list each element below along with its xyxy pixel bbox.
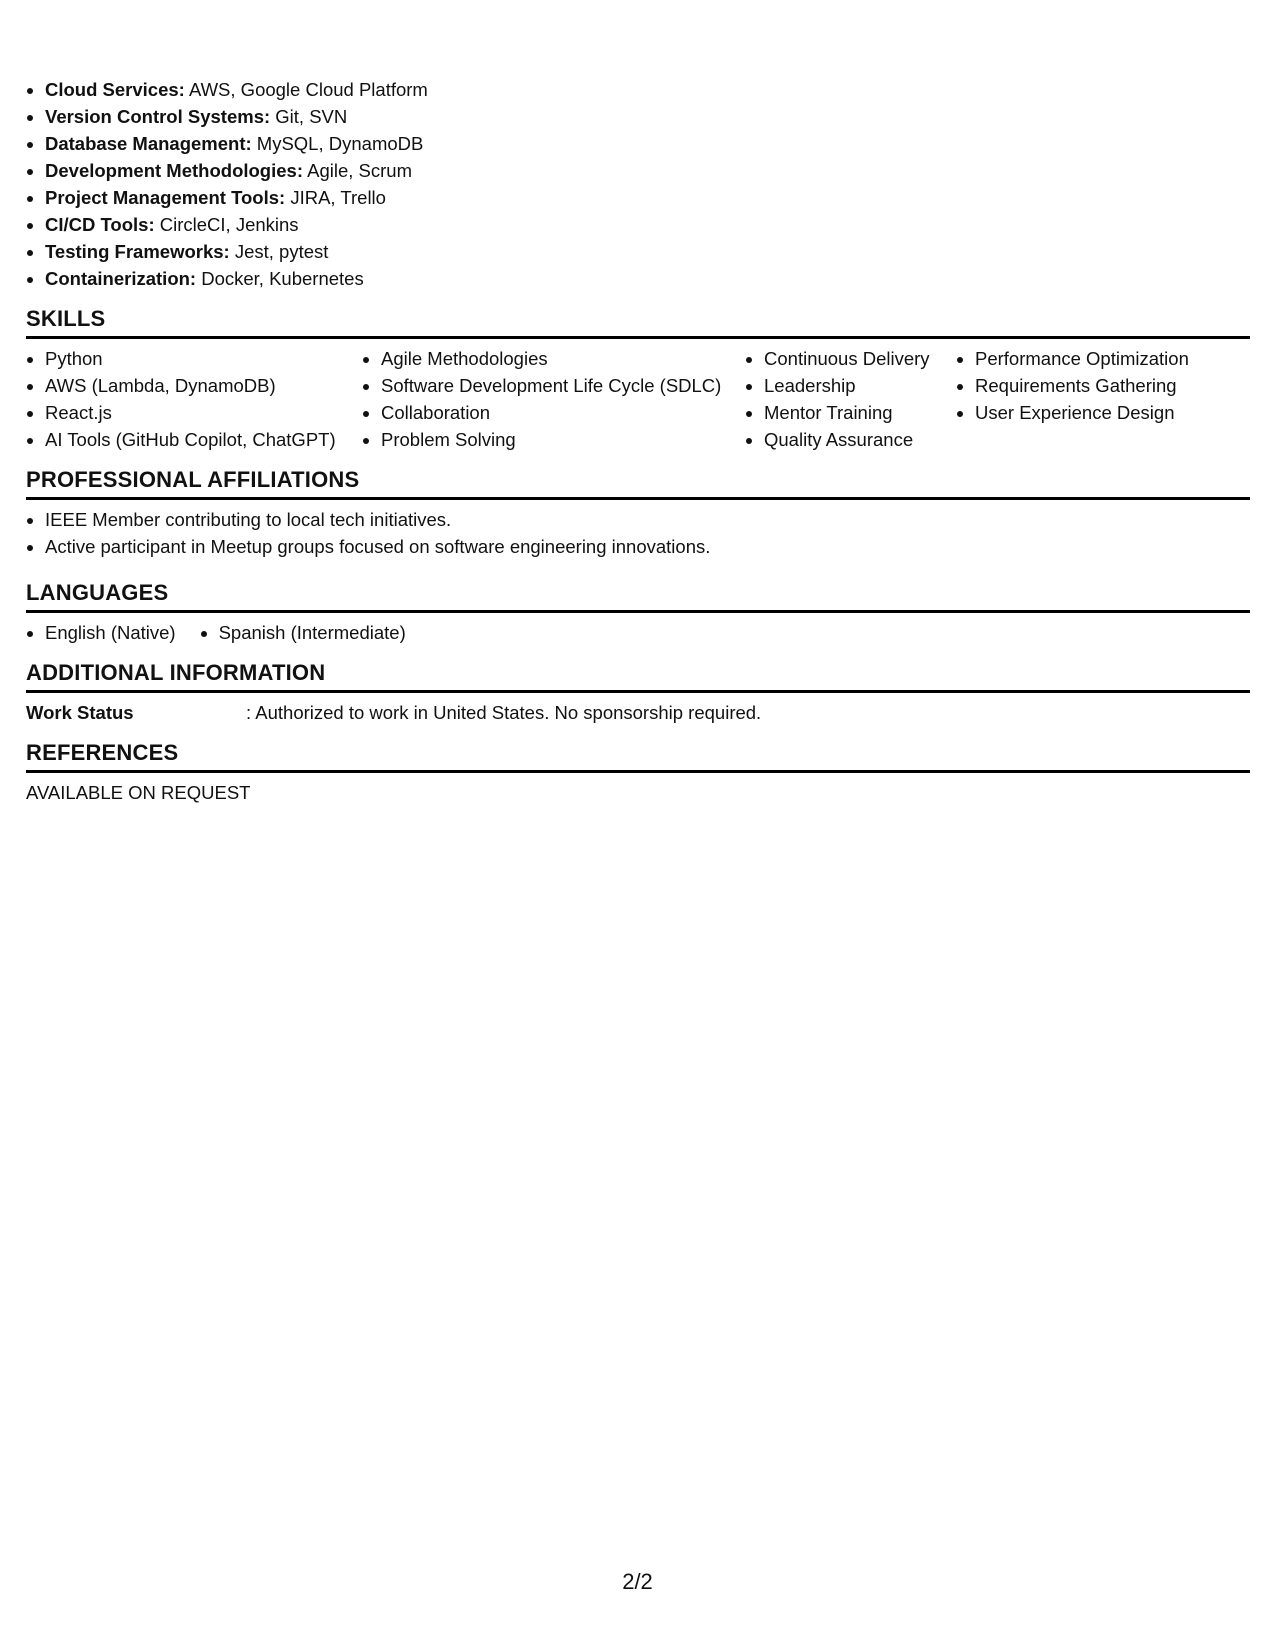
list-item: React.js [26,399,362,426]
item-value: AWS, Google Cloud Platform [184,79,428,100]
item-label: Containerization: [45,268,197,289]
resume-page-2 [26,76,1250,819]
item-label: Version Control Systems: [45,106,271,127]
item-label: Development Methodologies: [45,160,303,181]
skills-grid [26,345,1250,453]
list-item: Continuous Delivery [745,345,956,372]
additional-information-section [26,659,1250,726]
list-item [26,184,1250,211]
list-item [26,265,1250,292]
references-section [26,739,1250,806]
list-item [26,76,1250,103]
list-item: Python [26,345,362,372]
technical-proficiencies-list [26,76,1250,292]
section-title: SKILLS [26,305,1250,339]
list-item: Quality Assurance [745,426,956,453]
item-label: Project Management Tools: [45,187,286,208]
languages-list [26,619,1250,646]
page-number: 2/2 [622,1569,653,1594]
references-text: AVAILABLE ON REQUEST [26,782,251,803]
list-item: Leadership [745,372,956,399]
list-item: Spanish (Intermediate) [200,619,406,646]
item-label: CI/CD Tools: [45,214,155,235]
skills-column [362,345,745,453]
skills-section [26,305,1250,453]
list-item [26,238,1250,265]
list-item: Software Development Life Cycle (SDLC) [362,372,745,399]
section-title: PROFESSIONAL AFFILIATIONS [26,466,1250,500]
list-item: Agile Methodologies [362,345,745,372]
list-item: Requirements Gathering [956,372,1250,399]
work-status-label: Work Status [26,702,134,723]
list-item: IEEE Member contributing to local tech initiatives. [26,506,1250,533]
skills-column [956,345,1250,453]
item-value: JIRA, Trello [285,187,386,208]
languages-section [26,579,1250,646]
item-label: Cloud Services: [45,79,185,100]
list-item: Collaboration [362,399,745,426]
list-item [26,103,1250,130]
list-item: Problem Solving [362,426,745,453]
section-title: ADDITIONAL INFORMATION [26,659,1250,693]
item-value: Git, SVN [270,106,348,127]
list-item: User Experience Design [956,399,1250,426]
section-title: REFERENCES [26,739,1250,773]
item-label: Testing Frameworks: [45,241,230,262]
section-title: LANGUAGES [26,579,1250,613]
list-item [26,211,1250,238]
work-status-row [26,699,1250,726]
list-item: Mentor Training [745,399,956,426]
item-value: Jest, pytest [229,241,329,262]
item-value: CircleCI, Jenkins [154,214,299,235]
item-label: Database Management: [45,133,252,154]
item-value: Docker, Kubernetes [196,268,364,289]
list-item: AWS (Lambda, DynamoDB) [26,372,362,399]
list-item: Performance Optimization [956,345,1250,372]
work-status-value: : Authorized to work in United States. No sponsorship required. [246,702,762,723]
list-item: AI Tools (GitHub Copilot, ChatGPT) [26,426,362,453]
skills-column [26,345,362,453]
list-item: Active participant in Meetup groups focused on software engineering innovations. [26,533,1250,560]
item-value: MySQL, DynamoDB [251,133,424,154]
affiliations-section [26,466,1250,560]
item-value: Agile, Scrum [303,160,412,181]
list-item [26,130,1250,157]
list-item [26,157,1250,184]
affiliations-list [26,506,1250,560]
skills-column [745,345,956,453]
list-item: English (Native) [26,619,176,646]
